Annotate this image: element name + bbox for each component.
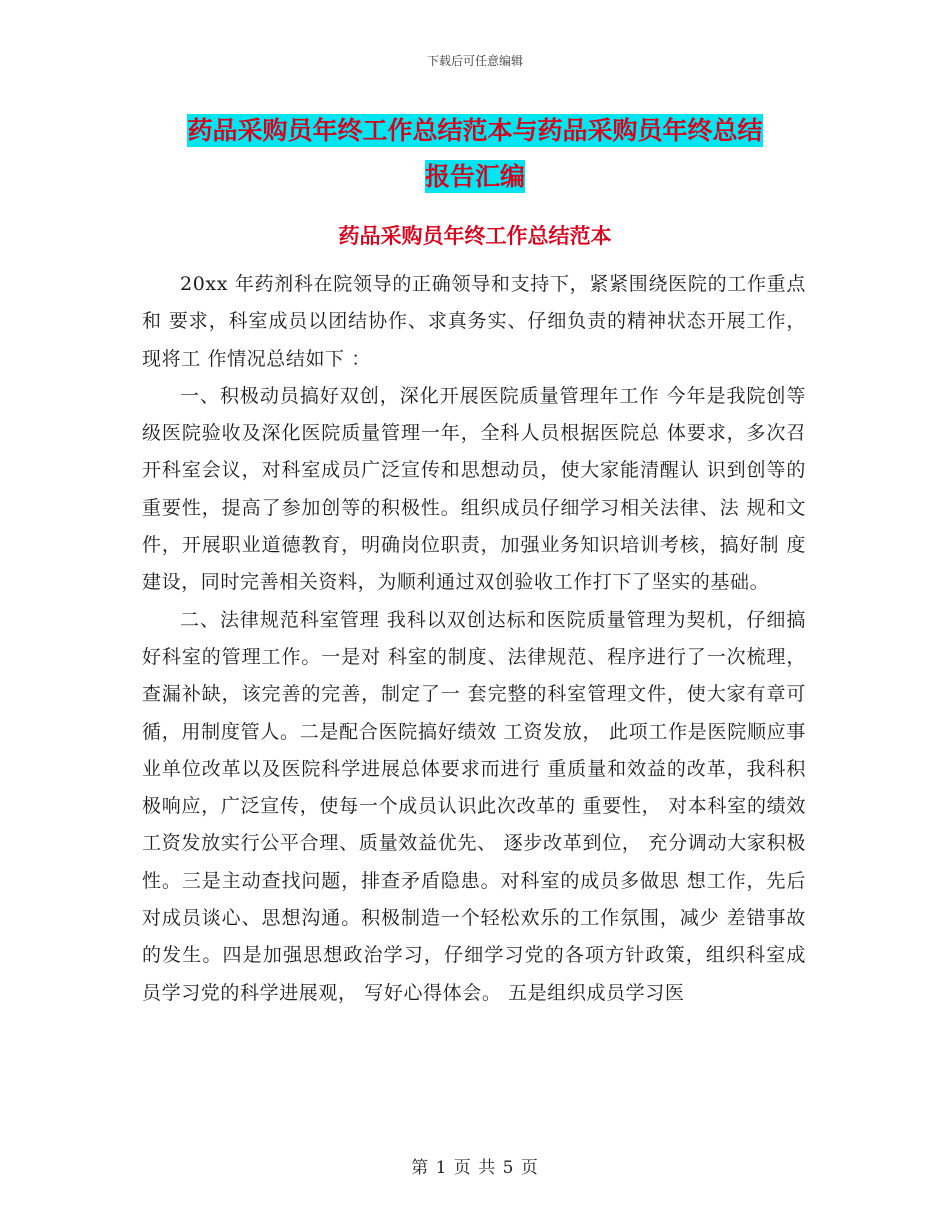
body-text	[142, 266, 806, 1012]
document-title	[140, 108, 810, 200]
page-number-footer: 第 1 页 共 5 页	[411, 1158, 539, 1178]
paragraph-intro: 20xx 年药剂科在院领导的正确领导和支持下，紧紧围绕医院的工作重点和 要求，科室成员以团结协作、求真务实、仔细负责的精神状态开展工作，现将工 作情况总结如下 ：	[142, 273, 806, 370]
document-title-line-2: 报告汇编	[424, 162, 525, 191]
paragraph-section-1: 一、积极动员搞好双创，深化开展医院质量管理年工作 今年是我院创等级医院验收及深化医院质量管理一年，全科人员根据医院总 体要求，多次召开科室会议，对科室成员广泛宣传和思想动员，使大家能清醒认 识到创等的重要性，提高了参加创等的积极性。组织成员仔细学习相关法律、法 规和文件，开展职业道德教育，明确岗位职责，加强业务知识培训考核，搞好制 度建设，同时完善相关资料，为顺利通过双创验收工作打下了坚实的基础。	[142, 384, 806, 594]
header-note: 下载后可任意编辑	[426, 54, 523, 68]
document-title-line-1: 药品采购员年终工作总结范本与药品采购员年终总结	[187, 116, 763, 145]
section-title: 药品采购员年终工作总结范本	[338, 224, 612, 248]
paragraph-section-2: 二、法律规范科室管理 我科以双创达标和医院质量管理为契机，仔细搞好科室的管理工作。一是对 科室的制度、法律规范、程序进行了一次梳理，查漏补缺，该完善的完善，制定了一 套完整的科室管理文件，使大家有章可循，用制度管人。二是配合医院搞好绩效 工资发放， 此项工作是医院顺应事业单位改革以及医院科学进展总体要求而进行 重质量和效益的改革，我科积极响应，广泛宣传，使每一个成员认识此次改革的 重要性， 对本科室的绩效工资发放实行公平合理、质量效益优先、 逐步改革到位， 充分调动大家积极性。三是主动查找问题，排查矛盾隐患。对科室的成员多做思 想工作，先后对成员谈心、思想沟通。积极制造一个轻松欢乐的工作氛围，减少 差错事故的发生。四是加强思想政治学习，仔细学习党的各项方针政策，组织科室成员学习党的科学进展观， 写好心得体会。 五是组织成员学习医	[142, 608, 806, 1004]
